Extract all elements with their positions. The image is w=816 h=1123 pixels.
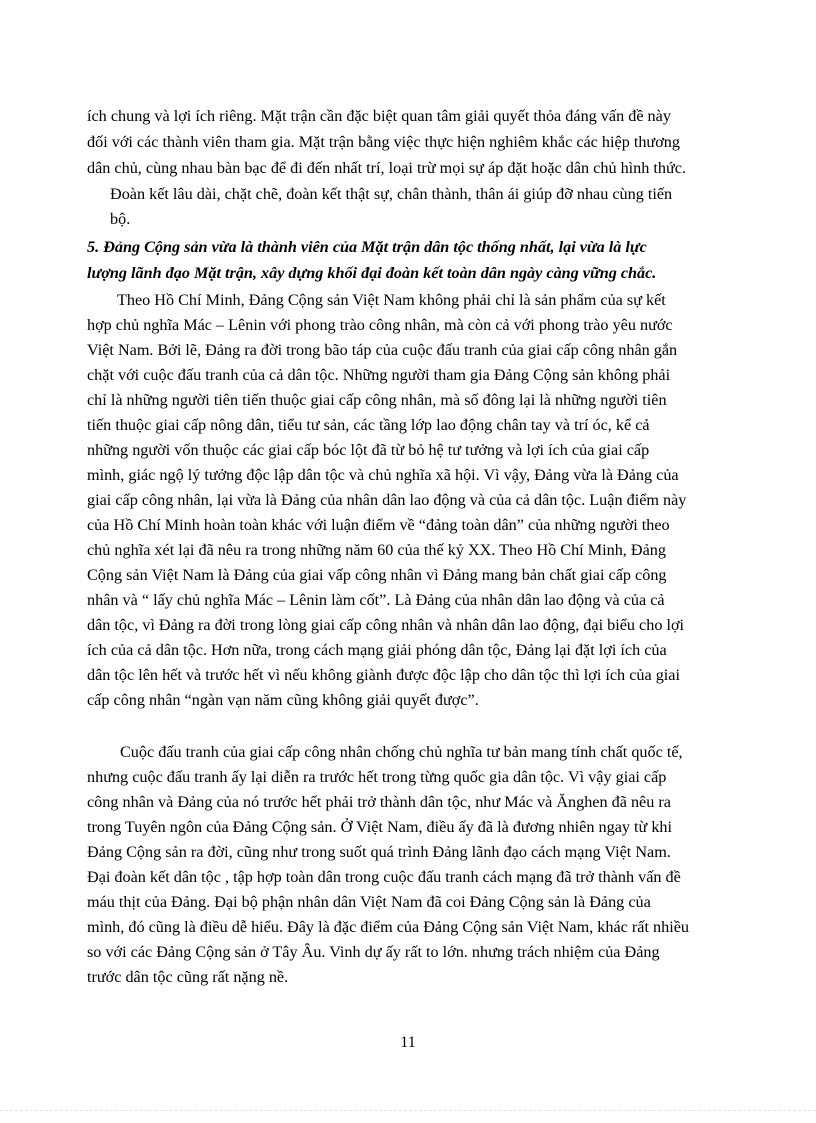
text-line: mình, đó cũng là điều dễ hiểu. Đây là đặc điểm của Đảng Cộng sản Việt Nam, khác rất nhiều <box>87 918 689 936</box>
text-line: chủ nghĩa xét lại đã nêu ra trong những năm 60 của thế kỷ XX. Theo Hồ Chí Minh, Đảng <box>87 541 666 559</box>
text-line: máu thịt của Đảng. Đại bộ phận nhân dân Việt Nam đã coi Đảng Cộng sản là Đảng của <box>87 893 651 911</box>
text-line: Đại đoàn kết dân tộc , tập hợp toàn dân trong cuộc đấu tranh cách mạng đã trở thành vấn đề <box>87 868 681 886</box>
text-line: dân tộc, vì Đảng ra đời trong lòng giai cấp công nhân và nhân dân lao động, đại biểu cho lợi <box>87 616 685 634</box>
text-line: Đảng Cộng sản ra đời, cũng như trong suốt quá trình Đảng lãnh đạo cách mạng Việt Nam. <box>87 843 671 861</box>
text-line: Đoàn kết lâu dài, chặt chẽ, đoàn kết thật sự, chân thành, thân ái giúp đỡ nhau cùng tiến <box>110 185 673 203</box>
text-line: hợp chủ nghĩa Mác – Lênin với phong trào công nhân, mà còn cả với phong trào yêu nước <box>87 316 673 334</box>
text-line: Cuộc đấu tranh của giai cấp công nhân chống chủ nghĩa tư bản mang tính chất quốc tế, <box>120 743 683 761</box>
text-line: ích chung và lợi ích riêng. Mặt trận cần đặc biệt quan tâm giải quyết thỏa đáng vấn đề này <box>87 107 671 125</box>
text-line: đối với các thành viên tham gia. Mặt trận bằng việc thực hiện nghiêm khắc các hiệp thương <box>87 133 680 151</box>
text-line: Theo Hồ Chí Minh, Đảng Cộng sản Việt Nam không phải chỉ là sản phẩm của sự kết <box>117 291 666 309</box>
text-line: Cộng sản Việt Nam là Đảng của giai vấp công nhân vì Đảng mang bản chất giai cấp công <box>87 566 667 584</box>
text-line: giai cấp công nhân, lại vừa là Đảng của nhân dân lao động và của cả dân tộc. Luận điểm này <box>87 491 687 509</box>
text-line: của Hồ Chí Minh hoàn toàn khác với luận điểm về “đảng toàn dân” của những người theo <box>87 516 670 534</box>
text-line: chặt với cuộc đấu tranh của cả dân tộc. Những người tham gia Đảng Cộng sản không phải <box>87 366 671 384</box>
text-line: Việt Nam. Bởi lẽ, Đảng ra đời trong bão táp của cuộc đấu tranh của giai cấp công nhân gắn <box>87 341 678 359</box>
text-line: dân tộc lên hết và trước hết vì nếu không giành được độc lập cho dân tộc thì lợi ích của giai <box>87 666 680 684</box>
text-line: dân chủ, cùng nhau bàn bạc để đi đến nhất trí, loại trừ mọi sự áp đặt hoặc dân chủ hình thức. <box>87 159 687 177</box>
text-line: cấp công nhân “ngàn vạn năm cũng không giải quyết được”. <box>87 691 479 709</box>
text-line: bộ. <box>110 210 131 228</box>
page-number: 11 <box>400 1034 416 1051</box>
text-line: ích của cả dân tộc. Hơn nữa, trong cách mạng giải phóng dân tộc, Đảng lại đặt lợi ích của <box>87 641 667 659</box>
text-line: chỉ là những người tiên tiến thuộc giai cấp công nhân, mà số đông lại là những người tiên <box>87 391 667 409</box>
text-line: so với các Đảng Cộng sản ở Tây Âu. Vinh dự ấy rất to lớn. nhưng trách nhiệm của Đảng <box>87 943 660 961</box>
text-line: trước dân tộc cũng rất nặng nề. <box>87 968 289 986</box>
section-heading: 5. Đảng Cộng sản vừa là thành viên của Mặt trận dân tộc thống nhất, lại vừa là lực <box>87 238 647 256</box>
text-line: trong Tuyên ngôn của Đảng Cộng sản. Ở Việt Nam, điều ấy đã là đương nhiên ngay từ khi <box>87 818 673 836</box>
text-line: nhưng cuộc đấu tranh ấy lại diễn ra trước hết trong từng quốc gia dân tộc. Vì vậy giai cấp <box>87 768 667 786</box>
text-line: nhân và “ lấy chủ nghĩa Mác – Lênin làm cốt”. Là Đảng của nhân dân lao động và của cả <box>87 591 665 609</box>
text-line: những người vốn thuộc các giai cấp bóc lột đã từ bỏ hệ tư tưởng và lợi ích của giai cấp <box>87 441 650 459</box>
page-bottom-divider <box>0 1110 816 1111</box>
text-line: công nhân và Đảng của nó trước hết phải trở thành dân tộc, như Mác và Ănghen đã nêu ra <box>87 793 671 811</box>
section-heading: lượng lãnh đạo Mặt trận, xây dựng khối đại đoàn kết toàn dân ngày càng vững chắc. <box>87 264 657 282</box>
text-line: tiến thuộc giai cấp nông dân, tiểu tư sản, các tầng lớp lao động chân tay và trí óc, kể cả <box>87 416 650 434</box>
text-line: mình, giác ngộ lý tưởng độc lập dân tộc và chủ nghĩa xã hội. Vì vậy, Đảng vừa là Đảng của <box>87 466 679 484</box>
